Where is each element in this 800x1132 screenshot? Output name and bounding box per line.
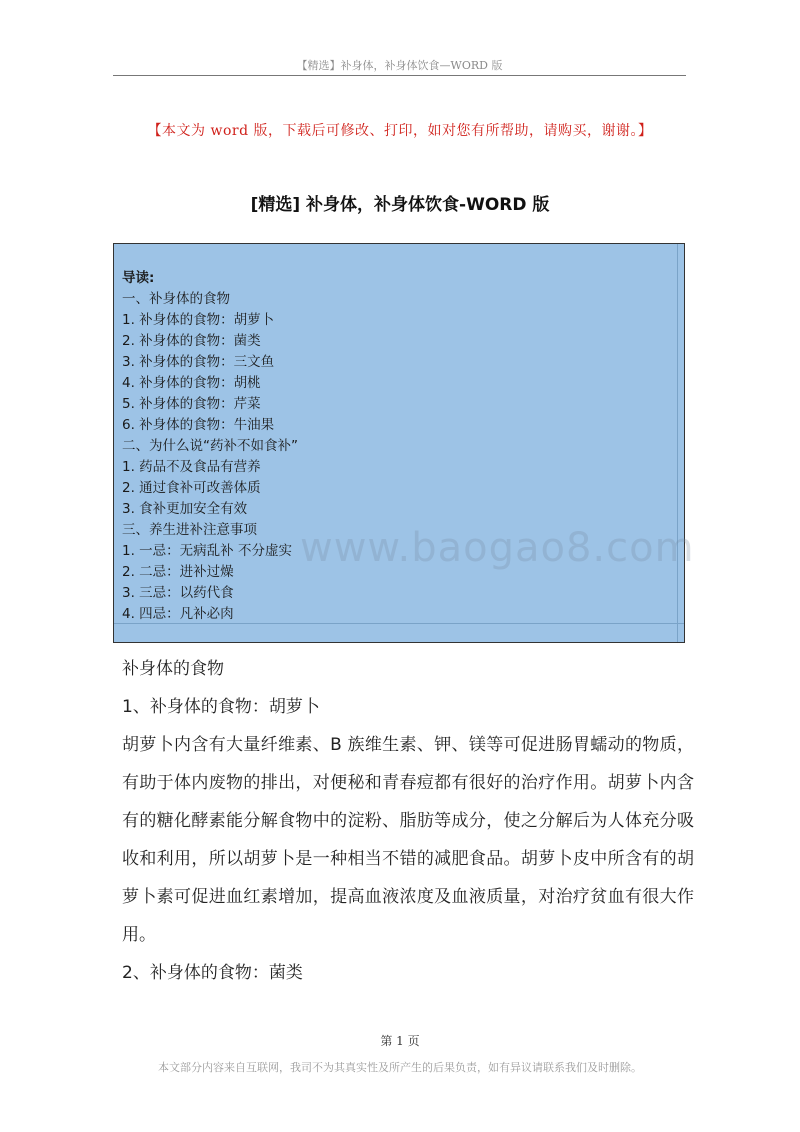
document-title: [精选] 补身体，补身体饮食-WORD 版 — [250, 195, 550, 215]
toc-item: 5. 补身体的食物：芹菜 — [122, 396, 261, 412]
toc-item: 2. 通过食补可改善体质 — [122, 480, 261, 496]
toc-item: 1. 一忌：无病乱补 不分虚实 — [122, 543, 292, 559]
toc-item: 3. 食补更加安全有效 — [122, 501, 248, 517]
purchase-notice: 【本文为 word 版，下载后可修改、打印，如对您有所帮助，请购买，谢谢。】 — [147, 123, 653, 139]
toc-item: 3. 三忌：以药代食 — [122, 585, 234, 601]
toc-item: 1. 补身体的食物：胡萝卜 — [122, 312, 275, 328]
toc-item: 1. 药品不及食品有营养 — [122, 459, 261, 475]
body-content — [122, 650, 694, 992]
toc-item: 一、补身体的食物 — [122, 291, 230, 307]
toc-item: 3. 补身体的食物：三文鱼 — [122, 354, 275, 370]
sub-heading: 1、补身体的食物：胡萝卜 — [122, 697, 320, 717]
toc-list — [122, 268, 298, 625]
toc-item: 4. 补身体的食物：胡桃 — [122, 375, 261, 391]
toc-item: 6. 补身体的食物：牛油果 — [122, 417, 275, 433]
page-header: 【精选】补身体，补身体饮食—WORD 版 — [296, 59, 503, 72]
watermark: www.baogao8.com — [300, 525, 695, 571]
toc-item: 三、养生进补注意事项 — [122, 522, 257, 538]
toc-item: 2. 补身体的食物：菌类 — [122, 333, 261, 349]
page-number: 第 1 页 — [380, 1034, 420, 1048]
toc-box-inner-border — [677, 244, 678, 642]
header-rule — [113, 75, 686, 76]
toc-item: 4. 四忌：凡补必肉 — [122, 606, 234, 622]
section-heading: 补身体的食物 — [122, 659, 224, 679]
sub-heading: 2、补身体的食物：菌类 — [122, 963, 303, 983]
toc-lead: 导读: — [122, 270, 155, 286]
table-of-contents-box — [113, 243, 685, 643]
toc-item: 二、为什么说“药补不如食补” — [122, 438, 298, 454]
footer-disclaimer: 本文部分内容来自互联网，我司不为其真实性及所产生的后果负责，如有异议请联系我们及时删除。 — [158, 1061, 642, 1074]
body-paragraph: 胡萝卜内含有大量纤维素、B 族维生素、钾、镁等可促进肠胃蠕动的物质，有助于体内废物的排出，对便秘和青春痘都有很好的治疗作用。胡萝卜内含有的糖化酵素能分解食物中的淀粉、脂肪等成分，使之分解后为人体充分吸收和利用，所以胡萝卜是一种相当不错的减肥食品。胡萝卜皮中所含有的胡萝卜素可促进血红素增加，提高血液浓度及血液质量，对治疗贫血有很大作用。 — [122, 735, 694, 945]
toc-item: 2. 二忌：进补过燥 — [122, 564, 234, 580]
